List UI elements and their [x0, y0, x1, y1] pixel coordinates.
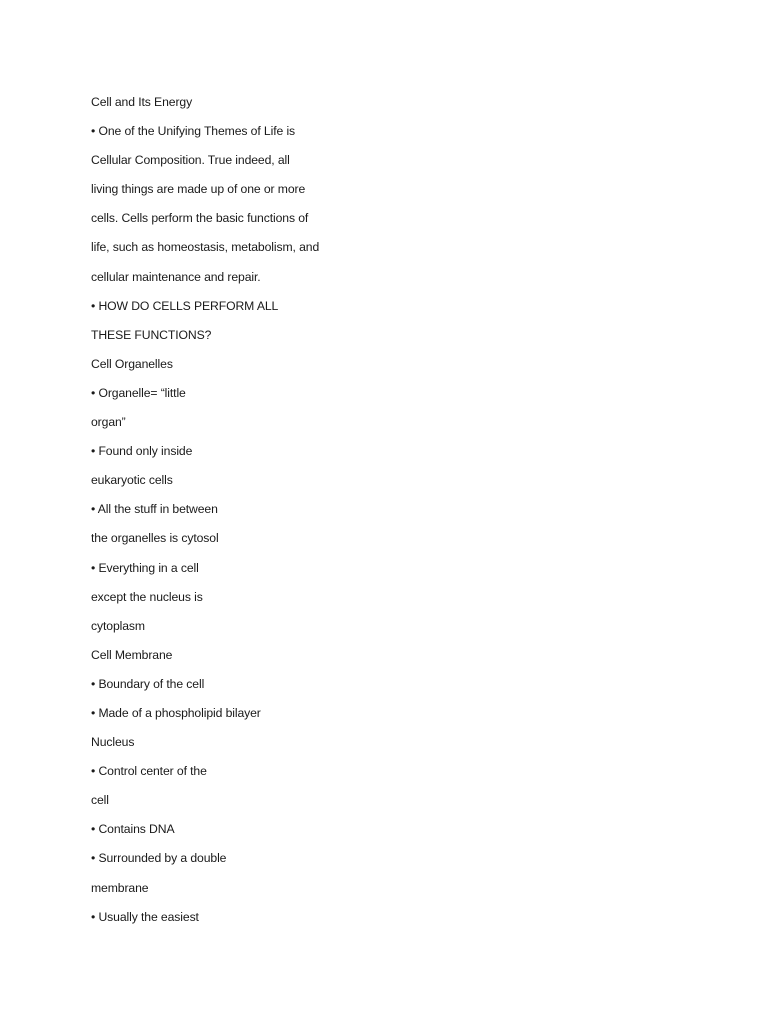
text-line: organ”: [91, 415, 126, 430]
text-line: cells. Cells perform the basic functions of: [91, 211, 309, 226]
text-line: • Everything in a cell: [91, 560, 199, 575]
text-line: • Control center of the: [91, 764, 207, 779]
text-line: • Contains DNA: [91, 822, 175, 837]
text-line: • Boundary of the cell: [91, 676, 205, 691]
text-line: Cell Membrane: [91, 647, 173, 662]
text-line: Cell and Its Energy: [91, 95, 193, 109]
text-line: cell: [91, 793, 109, 808]
text-line: • Found only inside: [91, 444, 193, 459]
text-line: • Organelle= “little: [91, 385, 186, 400]
text-line: eukaryotic cells: [91, 473, 173, 488]
text-line: • Made of a phospholipid bilayer: [91, 705, 261, 720]
text-line: Nucleus: [91, 735, 135, 750]
text-line: Cell Organelles: [91, 356, 173, 371]
text-line: THESE FUNCTIONS?: [91, 327, 212, 342]
text-line: Cellular Composition. True indeed, all: [91, 153, 290, 168]
text-line: • Usually the easiest: [91, 909, 199, 924]
text-line: cytoplasm: [91, 618, 145, 633]
text-line: the organelles is cytosol: [91, 531, 219, 546]
text-line: except the nucleus is: [91, 589, 203, 604]
text-line: • HOW DO CELLS PERFORM ALL: [91, 298, 279, 313]
text-line: membrane: [91, 880, 149, 895]
text-line: cellular maintenance and repair.: [91, 269, 261, 284]
text-line: • All the stuff in between: [91, 502, 218, 517]
text-line: life, such as homeostasis, metabolism, and: [91, 240, 320, 255]
text-line: living things are made up of one or more: [91, 182, 306, 197]
document-text: [91, 88, 691, 932]
text-line: • Surrounded by a double: [91, 851, 227, 866]
text-line: • One of the Unifying Themes of Life is: [91, 124, 296, 139]
